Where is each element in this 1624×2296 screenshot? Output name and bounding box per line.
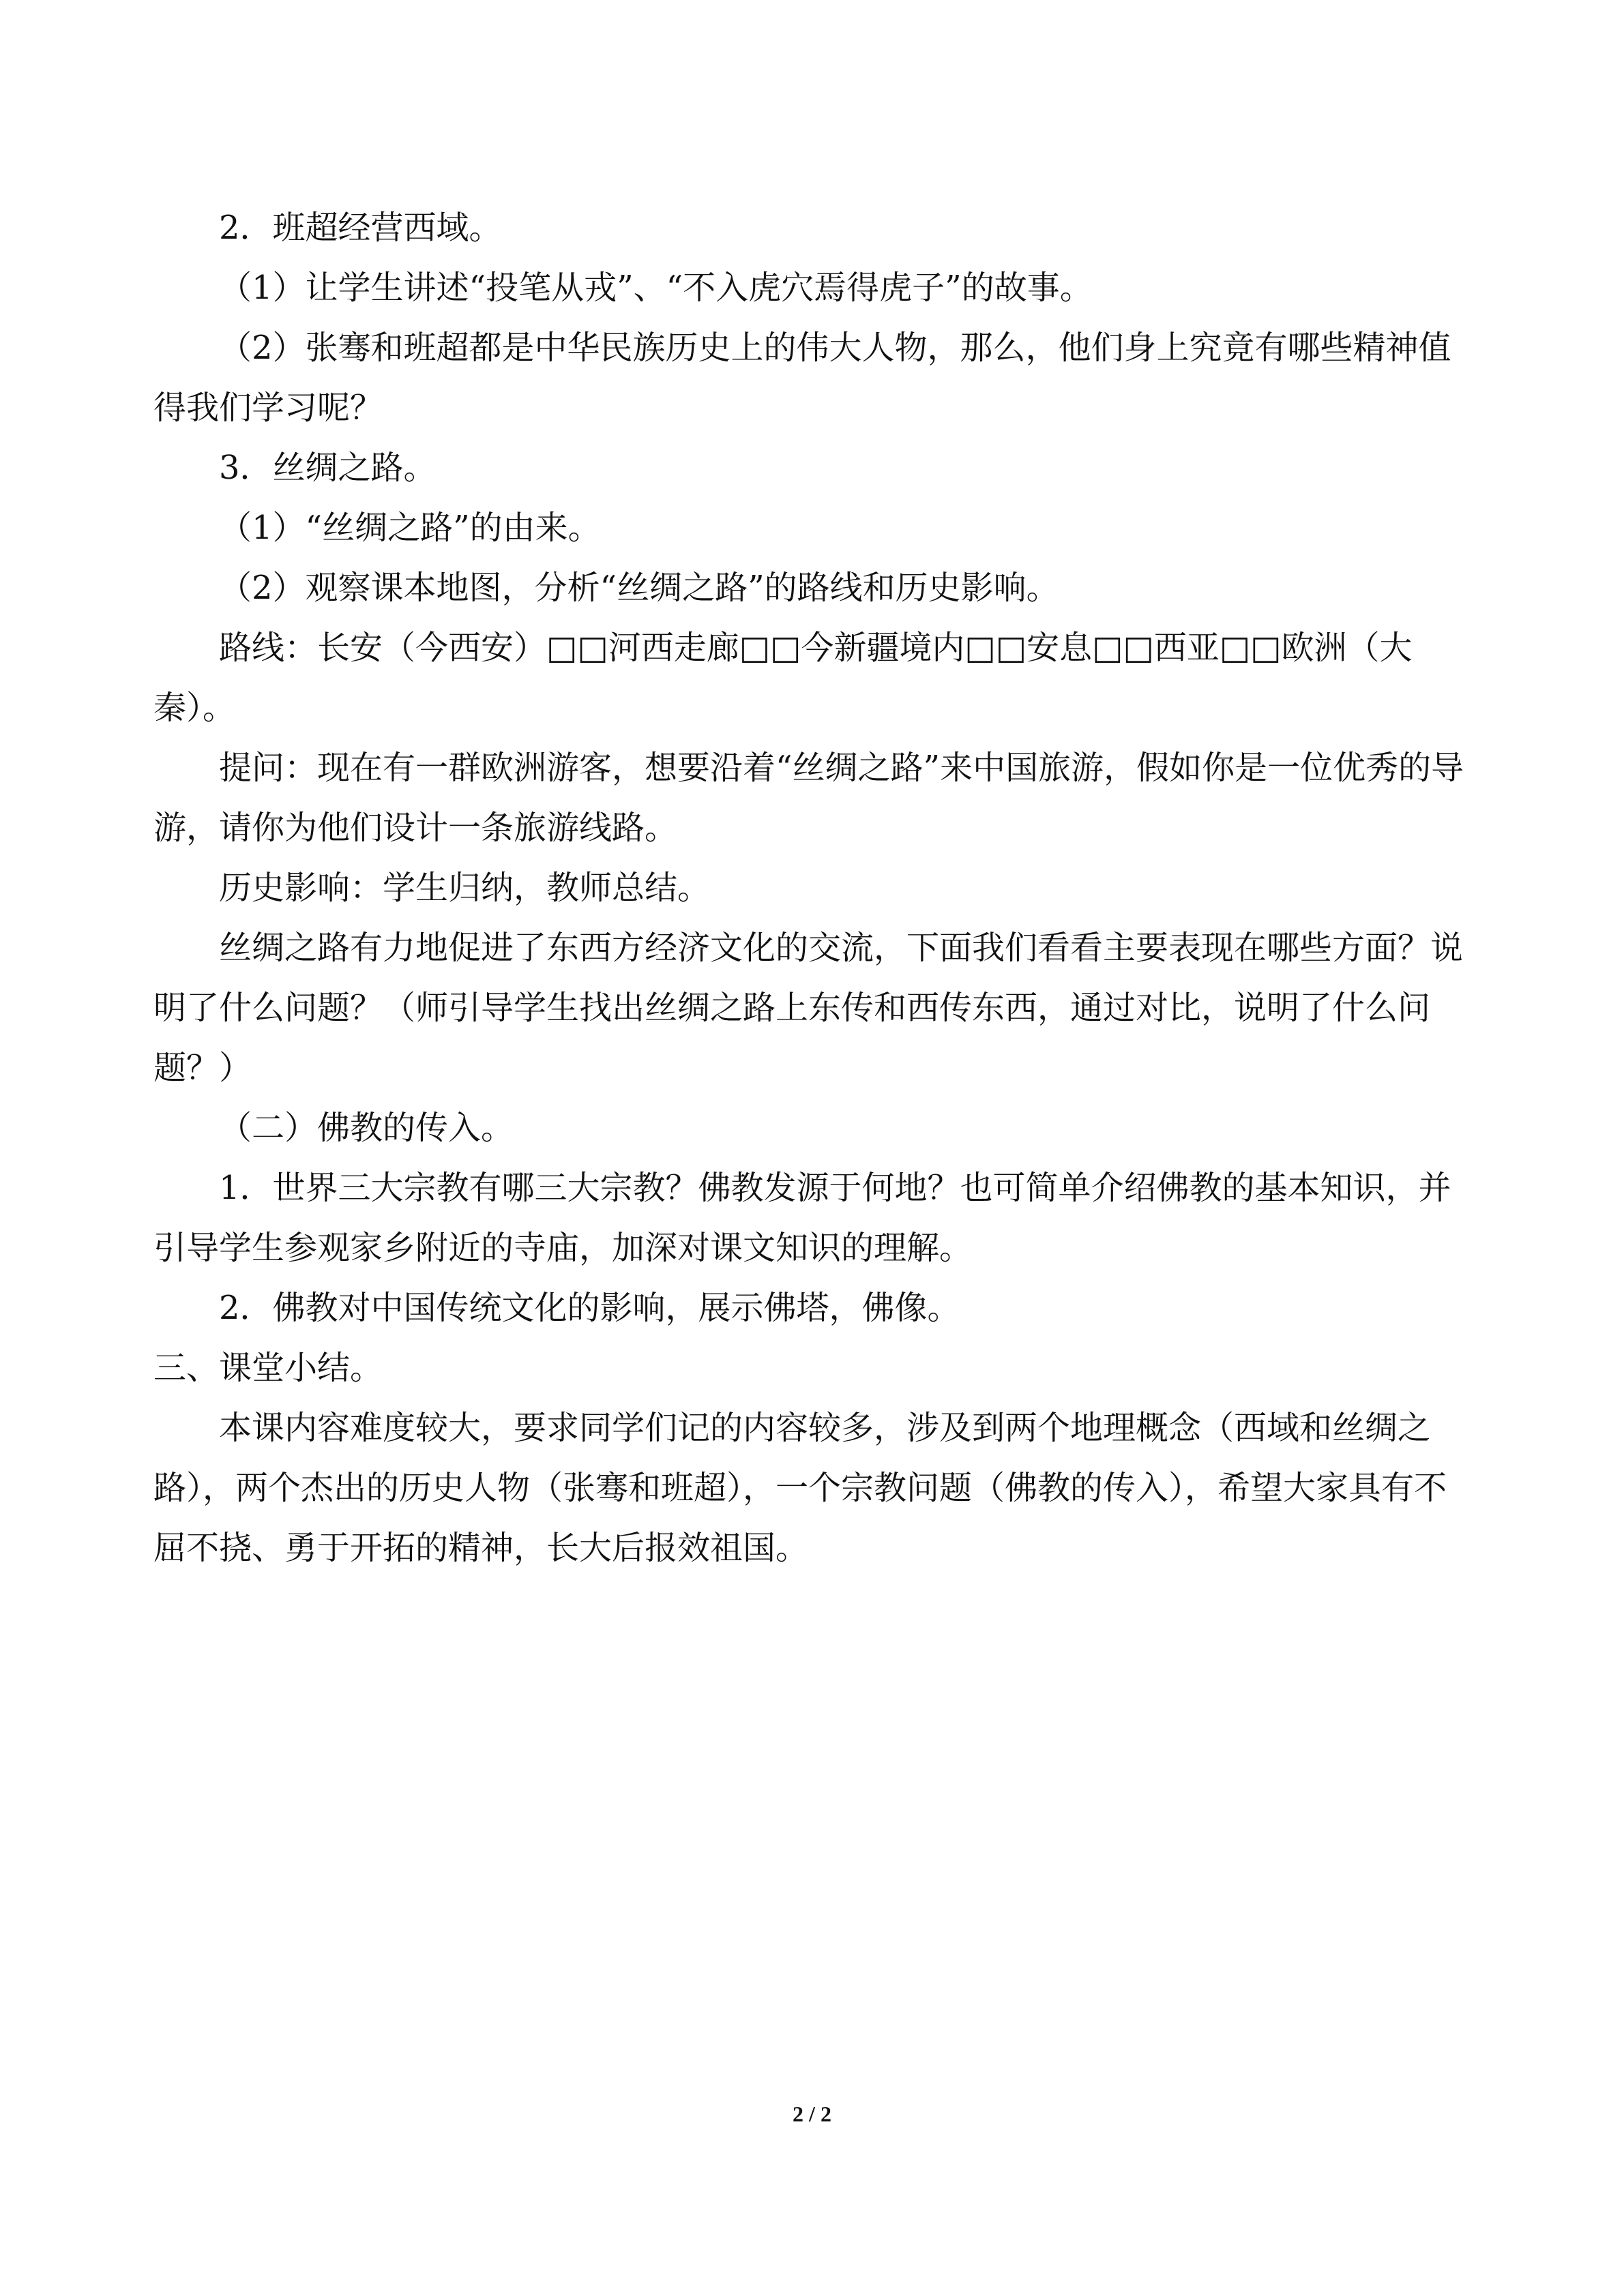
- paragraph-exchange: 丝绸之路有力地促进了东西方经济文化的交流，下面我们看看主要表现在哪些方面？说明了什么问题？（师引导学生找出丝绸之路上东传和西传东西，通过对比，说明了什么问题？）: [153, 929, 1464, 1087]
- paragraph-section-3-silk-road: 3．丝绸之路。: [219, 449, 437, 487]
- paragraph-section-2-ban-chao: 2．班超经营西域。: [219, 209, 502, 247]
- paragraph-item-2-map: （2）观察课本地图，分析“丝绸之路”的路线和历史影响。: [219, 569, 1059, 607]
- paragraph-buddhism-item-2: 2．佛教对中国传统文化的影响，展示佛塔，佛像。: [219, 1289, 960, 1327]
- paragraph-question: 提问：现在有一群欧洲游客，想要沿着“丝绸之路”来中国旅游，假如你是一位优秀的导游，请你为他们设计一条旅游线路。: [153, 749, 1464, 847]
- paragraph-summary: 本课内容难度较大，要求同学们记的内容较多，涉及到两个地理概念（西域和丝绸之路），两个杰出的历史人物（张骞和班超），一个宗教问题（佛教的传入），希望大家具有不屈不挠、勇于开拓的精神，长大后报效祖国。: [153, 1409, 1447, 1567]
- page-body: [153, 198, 1473, 1578]
- page-number: 2 / 2: [793, 2102, 831, 2126]
- paragraph-item-1-origin: （1）“丝绸之路”的由来。: [219, 509, 601, 547]
- paragraph-heading-buddhism: （二）佛教的传入。: [219, 1109, 514, 1147]
- paragraph-historical-impact: 历史影响：学生归纳，教师总结。: [219, 869, 711, 907]
- paragraph-route: 路线：长安（今西安）□□河西走廊□□今新疆境内□□安息□□西亚□□欧洲（大秦）。: [153, 629, 1413, 727]
- paragraph-heading-summary: 三、课堂小结。: [153, 1349, 383, 1387]
- paragraph-buddhism-item-1: 1．世界三大宗教有哪三大宗教？佛教发源于何地？也可简单介绍佛教的基本知识，并引导学生参观家乡附近的寺庙，加深对课文知识的理解。: [153, 1169, 1451, 1267]
- paragraph-item-1-story: （1）让学生讲述“投笔从戎”、“不入虎穴焉得虎子”的故事。: [219, 269, 1093, 307]
- paragraph-item-2-spirit: （2）张骞和班超都是中华民族历史上的伟大人物，那么，他们身上究竟有哪些精神值得我们学习呢？: [153, 329, 1451, 427]
